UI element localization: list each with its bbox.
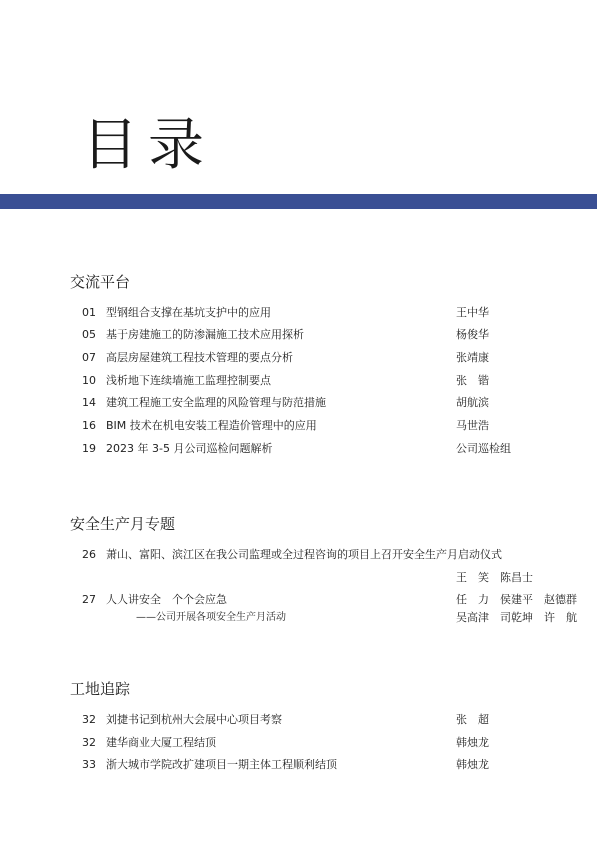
article-title: 浙大城市学院改扩建项目一期主体工程顺利结顶: [106, 758, 337, 771]
section-title-site-tracking: 工地追踪: [70, 680, 131, 698]
article-title: 基于房建施工的防渗漏施工技术应用探析: [106, 328, 304, 341]
author: 韩烛龙: [456, 736, 489, 749]
article-title: 建华商业大厦工程结顶: [106, 736, 216, 749]
author: 张 锴: [456, 374, 489, 387]
article-title: BIM 技术在机电安装工程造价管理中的应用: [106, 419, 317, 432]
toc-entry[interactable]: [0, 712, 597, 728]
page-number: 14: [82, 396, 96, 409]
article-title: 高层房屋建筑工程技术管理的要点分析: [106, 351, 293, 364]
section-title-safety-month: 安全生产月专题: [70, 515, 176, 533]
page-number: 05: [82, 328, 96, 341]
page-number: 33: [82, 758, 96, 771]
section-title-exchange: 交流平台: [70, 273, 131, 291]
toc-entry[interactable]: [0, 592, 597, 608]
page-number: 10: [82, 374, 96, 387]
toc-entry[interactable]: [0, 395, 597, 411]
author: 胡航滨: [456, 396, 489, 409]
toc-entry[interactable]: [0, 418, 597, 434]
toc-entry-subtitle-row: [0, 610, 597, 626]
page-number: 26: [82, 548, 96, 561]
author: 张 超: [456, 713, 489, 726]
article-title: 建筑工程施工安全监理的风险管理与防范措施: [106, 396, 326, 409]
author: 王中华: [456, 306, 489, 319]
page-number: 01: [82, 306, 96, 319]
author: 王 笑 陈昌士: [456, 571, 533, 584]
toc-entry[interactable]: [0, 547, 597, 563]
page-title: 目录: [82, 113, 214, 178]
toc-entry[interactable]: [0, 735, 597, 751]
author: 吴高津 司乾坤 许 航: [456, 611, 577, 624]
toc-entry[interactable]: [0, 327, 597, 343]
article-title: 浅析地下连续墙施工监理控制要点: [106, 374, 271, 387]
page-number: 07: [82, 351, 96, 364]
page-number: 16: [82, 419, 96, 432]
author: 马世浩: [456, 419, 489, 432]
author: 任 力 侯建平 赵德群: [456, 593, 577, 606]
page-number: 32: [82, 736, 96, 749]
header-band: [0, 194, 597, 209]
toc-entry[interactable]: [0, 350, 597, 366]
page-number: 27: [82, 593, 96, 606]
page-number: 32: [82, 713, 96, 726]
page-number: 19: [82, 442, 96, 455]
article-subtitle: ——公司开展各项安全生产月活动: [136, 612, 286, 623]
article-title: 2023 年 3-5 月公司巡检问题解析: [106, 442, 273, 455]
toc-entry-authors: [0, 570, 597, 586]
toc-entry[interactable]: [0, 305, 597, 321]
toc-entry[interactable]: [0, 373, 597, 389]
author: 张靖康: [456, 351, 489, 364]
article-title: 型钢组合支撑在基坑支护中的应用: [106, 306, 271, 319]
author: 杨俊华: [456, 328, 489, 341]
article-title: 刘捷书记到杭州大会展中心项目考察: [106, 713, 282, 726]
toc-entry[interactable]: [0, 757, 597, 773]
article-title: 人人讲安全 个个会应急: [106, 593, 227, 606]
author: 韩烛龙: [456, 758, 489, 771]
article-title: 萧山、富阳、滨江区在我公司监理或全过程咨询的项目上召开安全生产月启动仪式: [106, 548, 502, 561]
toc-entry[interactable]: [0, 441, 597, 457]
author: 公司巡检组: [456, 442, 511, 455]
